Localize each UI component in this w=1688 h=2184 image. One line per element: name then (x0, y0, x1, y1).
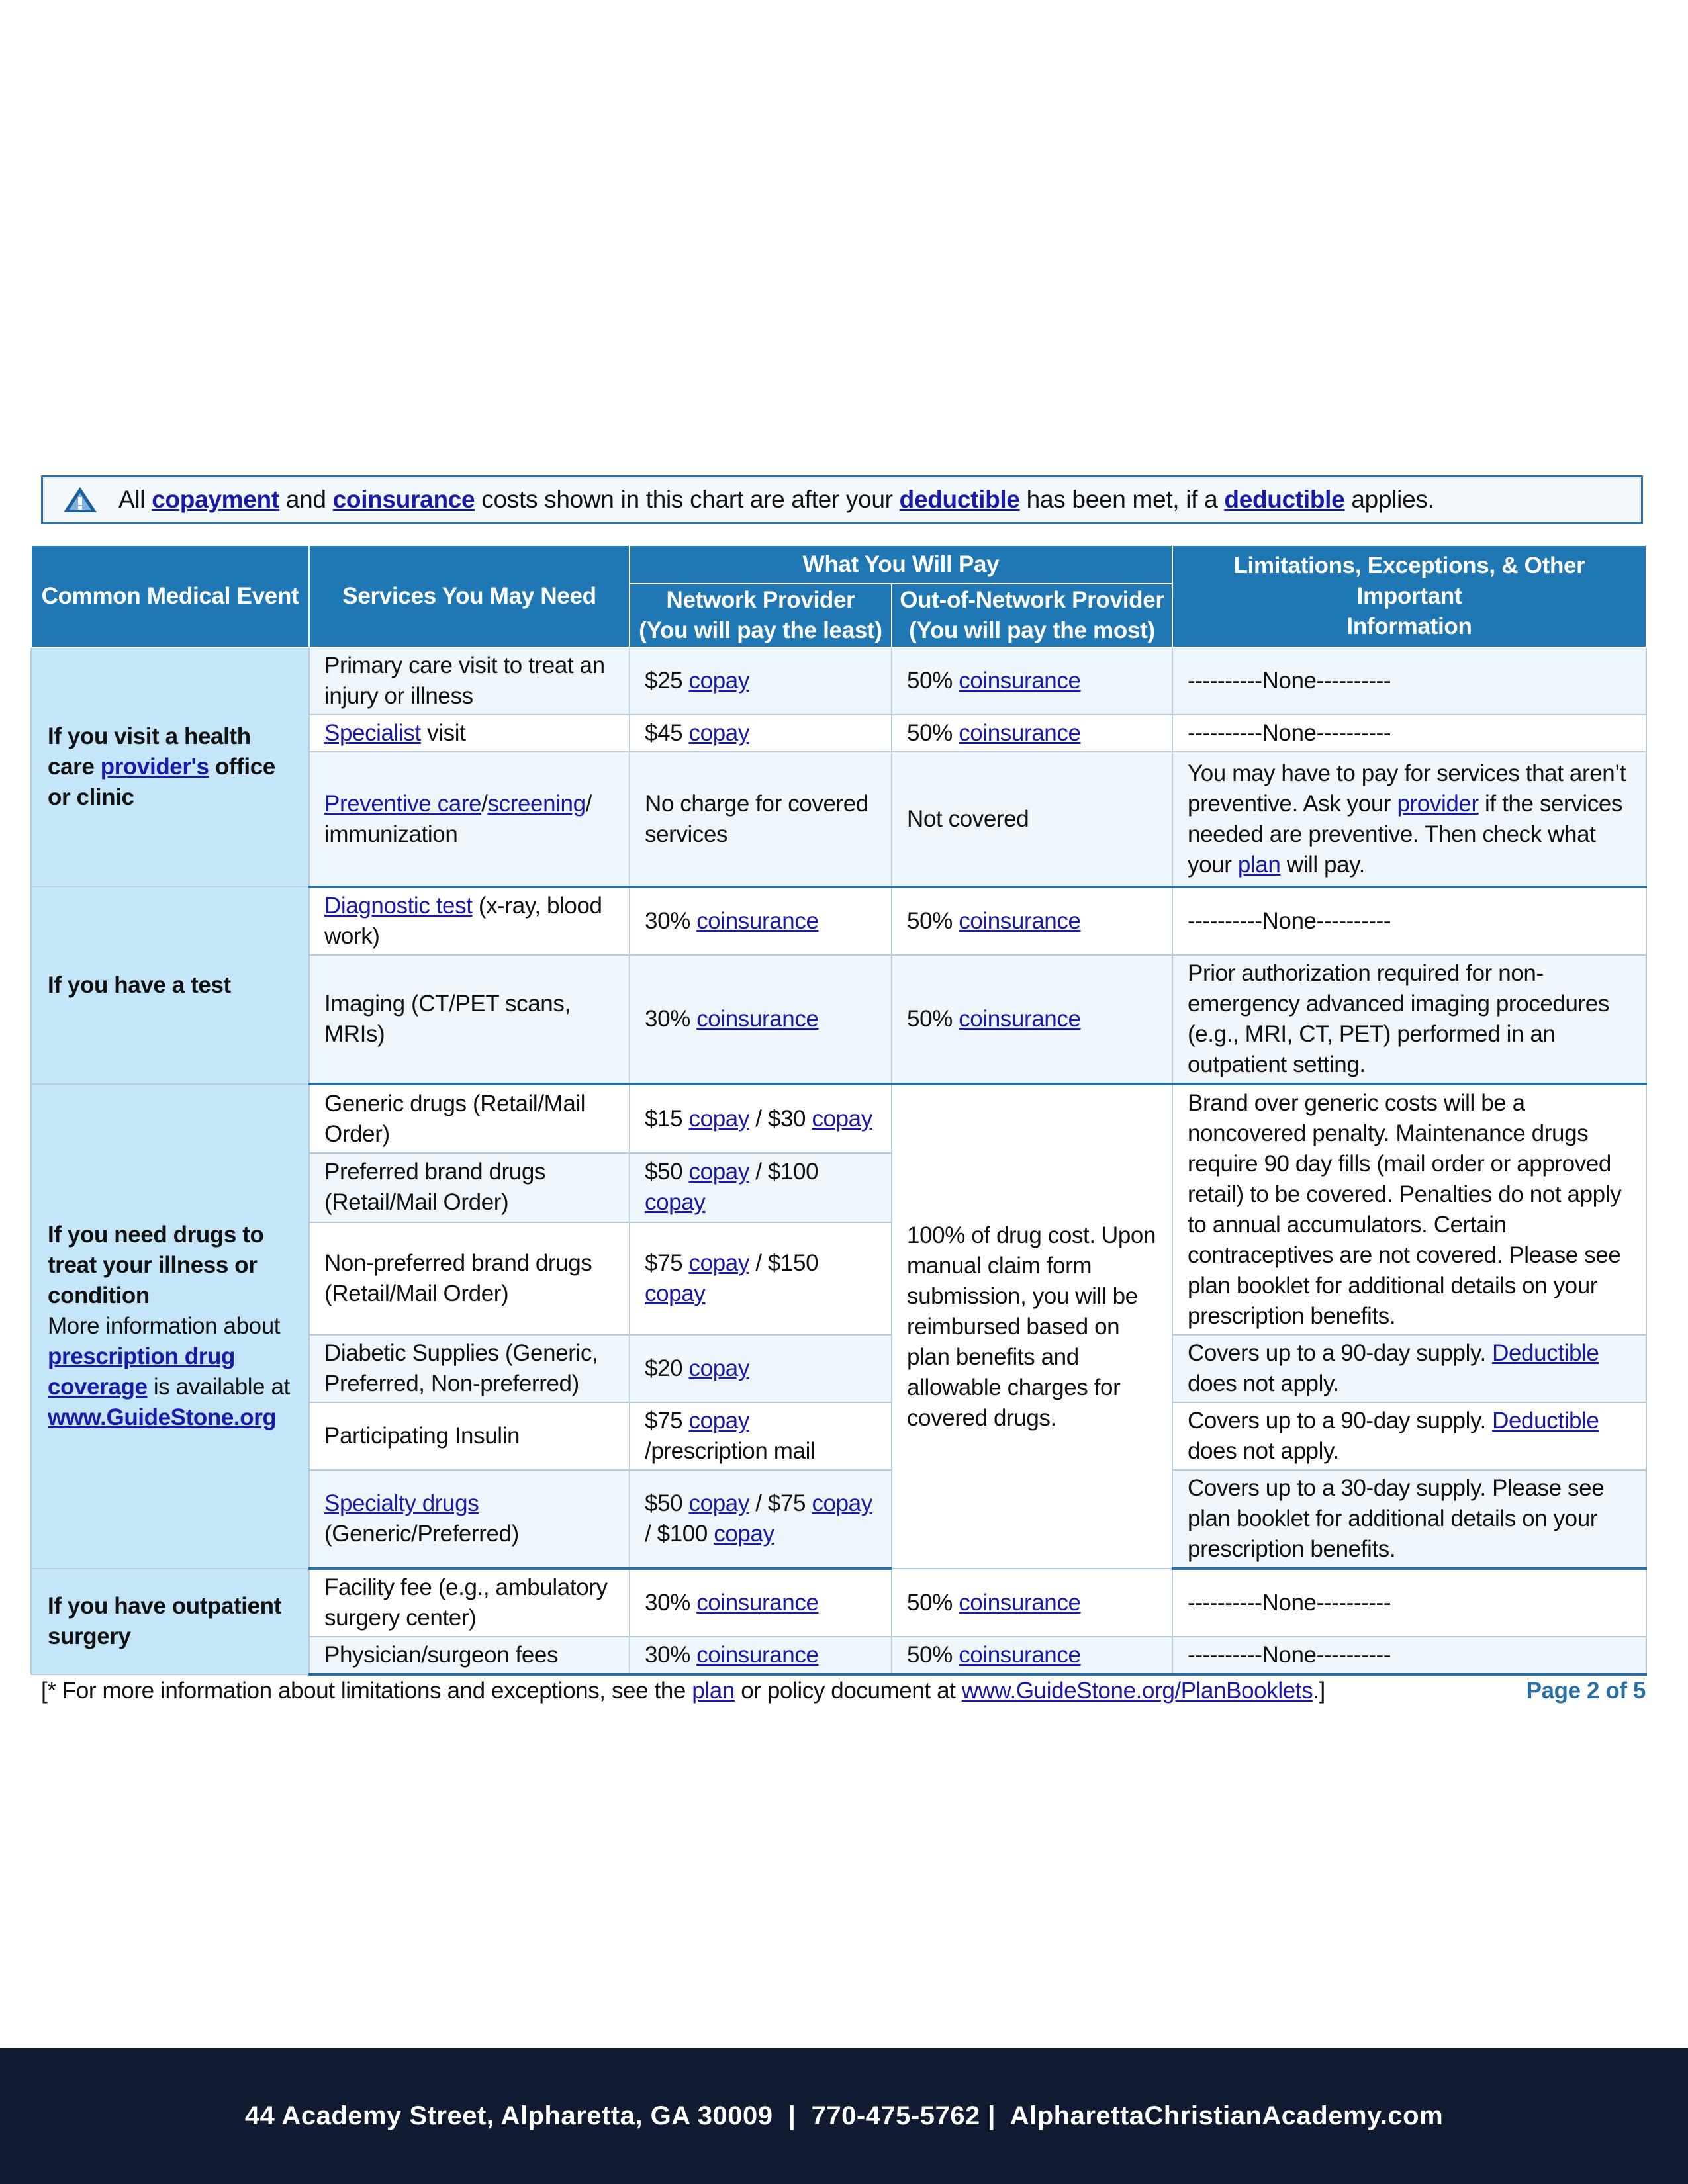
limitation-text: ----------None---------- (1172, 887, 1646, 955)
limitation-text: Prior authorization required for non-emergency advanced imaging procedures (e.g., MRI, CT, PET) performed in an outpatient setting. (1172, 955, 1646, 1084)
service-insulin: Participating Insulin (309, 1402, 630, 1470)
note-text: All copayment and coinsurance costs shown in this chart are after your deductible has been met, if a deductible applies. (118, 486, 1434, 513)
cost-network: 30% coinsurance (630, 1569, 892, 1637)
service-primary-care: Primary care visit to treat an injury or illness (309, 647, 630, 715)
header-services: Services You May Need (309, 545, 630, 647)
service-specialist: Specialist visit (309, 715, 630, 752)
coinsurance-link[interactable]: coinsurance (696, 1006, 819, 1032)
limitation-text: Covers up to a 90-day supply. Deductible does not apply. (1172, 1335, 1646, 1402)
benefits-table (30, 545, 1647, 1676)
limitation-text: ----------None---------- (1172, 1637, 1646, 1674)
service-specialty-drugs: Specialty drugs (Generic/Preferred) (309, 1470, 630, 1569)
cost-out-of-network: 50% coinsurance (892, 1637, 1172, 1674)
table-row (31, 1569, 1646, 1637)
cost-network: 30% coinsurance (630, 1637, 892, 1674)
guidestone-link[interactable]: www.GuideStone.org (48, 1404, 277, 1430)
deductible-link[interactable]: deductible (899, 486, 1020, 513)
cost-out-of-network: 50% coinsurance (892, 955, 1172, 1084)
copay-link[interactable]: copay (645, 1280, 706, 1306)
service-physician-fees: Physician/surgeon fees (309, 1637, 630, 1674)
cost-network: 30% coinsurance (630, 887, 892, 955)
coinsurance-link[interactable]: coinsurance (696, 1642, 819, 1668)
limitation-text: You may have to pay for services that aren’t preventive. Ask your provider if the services needed are preventive. Then check what your plan will pay. (1172, 752, 1646, 887)
plan-booklets-link[interactable]: www.GuideStone.org/PlanBooklets (961, 1678, 1313, 1704)
coinsurance-link[interactable]: coinsurance (696, 908, 819, 934)
service-preferred-brand: Preferred brand drugs (Retail/Mail Order) (309, 1153, 630, 1222)
limitation-text: ----------None---------- (1172, 715, 1646, 752)
page-number: Page 2 of 5 (1526, 1678, 1646, 1704)
copay-link[interactable]: copay (688, 1355, 749, 1381)
service-facility-fee: Facility fee (e.g., ambulatory surgery center) (309, 1569, 630, 1637)
header-limitations: Limitations, Exceptions, & Other Important Information (1172, 545, 1646, 647)
service-diabetic-supplies: Diabetic Supplies (Generic, Preferred, Non-preferred) (309, 1335, 630, 1402)
deductible-note-banner (41, 475, 1643, 524)
footer-bar (0, 2048, 1688, 2184)
screening-link[interactable]: screening (487, 790, 586, 817)
service-non-preferred-brand: Non-preferred brand drugs (Retail/Mail Order) (309, 1222, 630, 1335)
cost-network: $50 copay / $100 copay (630, 1153, 892, 1222)
table-row (31, 647, 1646, 715)
copay-link[interactable]: copay (688, 1250, 749, 1276)
cost-out-of-network: 50% coinsurance (892, 715, 1172, 752)
deductible-link[interactable]: Deductible (1492, 1408, 1599, 1433)
cost-network: $45 copay (630, 715, 892, 752)
cost-out-of-network: 50% coinsurance (892, 887, 1172, 955)
providers-link[interactable]: provider's (100, 754, 209, 780)
header-what-you-will-pay: What You Will Pay (630, 545, 1172, 584)
coinsurance-link[interactable]: coinsurance (959, 1589, 1081, 1615)
footnote (41, 1678, 1646, 1708)
footer-contact-text: 44 Academy Street, Alpharetta, GA 30009 | 770-475-5762 | AlpharettaChristianAcademy.com (244, 2101, 1444, 2130)
warning-icon (62, 485, 99, 514)
cost-network: No charge for covered services (630, 752, 892, 887)
service-diagnostic-test: Diagnostic test (x-ray, blood work) (309, 887, 630, 955)
cost-network: $20 copay (630, 1335, 892, 1402)
plan-link[interactable]: plan (692, 1678, 735, 1704)
table-row (31, 887, 1646, 955)
plan-link[interactable]: plan (1237, 851, 1281, 878)
header-out-of-network-provider: Out-of-Network Provider (You will pay the most) (892, 584, 1172, 647)
cost-out-of-network: 50% coinsurance (892, 647, 1172, 715)
event-drugs: If you need drugs to treat your illness or condition More information about prescription drug coverage is available at www.GuideStone.org (31, 1084, 309, 1569)
event-test: If you have a test (31, 887, 309, 1084)
cost-out-of-network: Not covered (892, 752, 1172, 887)
coinsurance-link[interactable]: coinsurance (959, 908, 1081, 934)
copayment-link[interactable]: copayment (152, 486, 279, 513)
deductible-link-2[interactable]: deductible (1224, 486, 1345, 513)
limitation-text: ----------None---------- (1172, 1569, 1646, 1637)
specialty-drugs-link[interactable]: Specialty drugs (324, 1490, 479, 1516)
service-preventive-care: Preventive care/screening/ immunization (309, 752, 630, 887)
deductible-link[interactable]: Deductible (1492, 1340, 1599, 1366)
service-generic-drugs: Generic drugs (Retail/Mail Order) (309, 1084, 630, 1153)
table-row (31, 1084, 1646, 1153)
footnote-text: [* For more information about limitations and exceptions, see the plan or policy document at www.GuideStone.org/PlanBooklets.] (41, 1678, 1325, 1704)
copay-link[interactable]: copay (688, 1490, 749, 1516)
coinsurance-link[interactable]: coinsurance (332, 486, 475, 513)
provider-link[interactable]: provider (1397, 790, 1479, 817)
header-common-medical-event: Common Medical Event (31, 545, 309, 647)
cost-out-of-network: 50% coinsurance (892, 1569, 1172, 1637)
event-office-visit: If you visit a health care provider's office or clinic (31, 647, 309, 887)
cost-out-of-network-drugs: 100% of drug cost. Upon manual claim form submission, you will be reimbursed based on plan benefits and allowable charges for covered drugs. (892, 1084, 1172, 1569)
limitation-text: ----------None---------- (1172, 647, 1646, 715)
prescription-drug-coverage-link[interactable]: prescription drug coverage (48, 1343, 235, 1400)
coinsurance-link[interactable]: coinsurance (696, 1590, 819, 1615)
copay-link[interactable]: copay (714, 1521, 774, 1547)
copay-link[interactable]: copay (688, 1408, 749, 1433)
service-imaging: Imaging (CT/PET scans, MRIs) (309, 955, 630, 1084)
specialist-link[interactable]: Specialist (324, 720, 421, 746)
coinsurance-link[interactable]: coinsurance (959, 668, 1081, 694)
copay-link[interactable]: copay (688, 720, 749, 746)
limitation-text: Covers up to a 90-day supply. Deductible does not apply. (1172, 1402, 1646, 1470)
copay-link[interactable]: copay (812, 1105, 872, 1132)
copay-link[interactable]: copay (812, 1490, 872, 1516)
cost-network: $75 copay /prescription mail (630, 1402, 892, 1470)
cost-network: $15 copay / $30 copay (630, 1084, 892, 1153)
cost-network: $50 copay / $75 copay / $100 copay (630, 1470, 892, 1569)
copay-link[interactable]: copay (688, 668, 749, 694)
coinsurance-link[interactable]: coinsurance (959, 1006, 1081, 1032)
coinsurance-link[interactable]: coinsurance (959, 1642, 1081, 1668)
coinsurance-link[interactable]: coinsurance (959, 720, 1081, 746)
limitation-brand-drugs: Brand over generic costs will be a noncovered penalty. Maintenance drugs require 90 day fills (mail order or approved retail) to be covered. Penalties do not apply to annual accumulators. Certain contraceptives are not covered. Please see plan booklet for additional details on your prescription benefits. (1172, 1084, 1646, 1335)
cost-network: $75 copay / $150 copay (630, 1222, 892, 1335)
event-outpatient-surgery: If you have outpatient surgery (31, 1569, 309, 1674)
preventive-care-link[interactable]: Preventive care (324, 790, 482, 817)
cost-network: 30% coinsurance (630, 955, 892, 1084)
copay-link[interactable]: copay (688, 1105, 749, 1132)
copay-link[interactable]: copay (688, 1159, 749, 1185)
limitation-text: Covers up to a 30-day supply. Please see plan booklet for additional details on your prescription benefits. (1172, 1470, 1646, 1569)
diagnostic-test-link[interactable]: Diagnostic test (324, 893, 473, 919)
copay-link[interactable]: copay (645, 1189, 706, 1216)
header-network-provider: Network Provider (You will pay the least) (630, 584, 892, 647)
cost-network: $25 copay (630, 647, 892, 715)
